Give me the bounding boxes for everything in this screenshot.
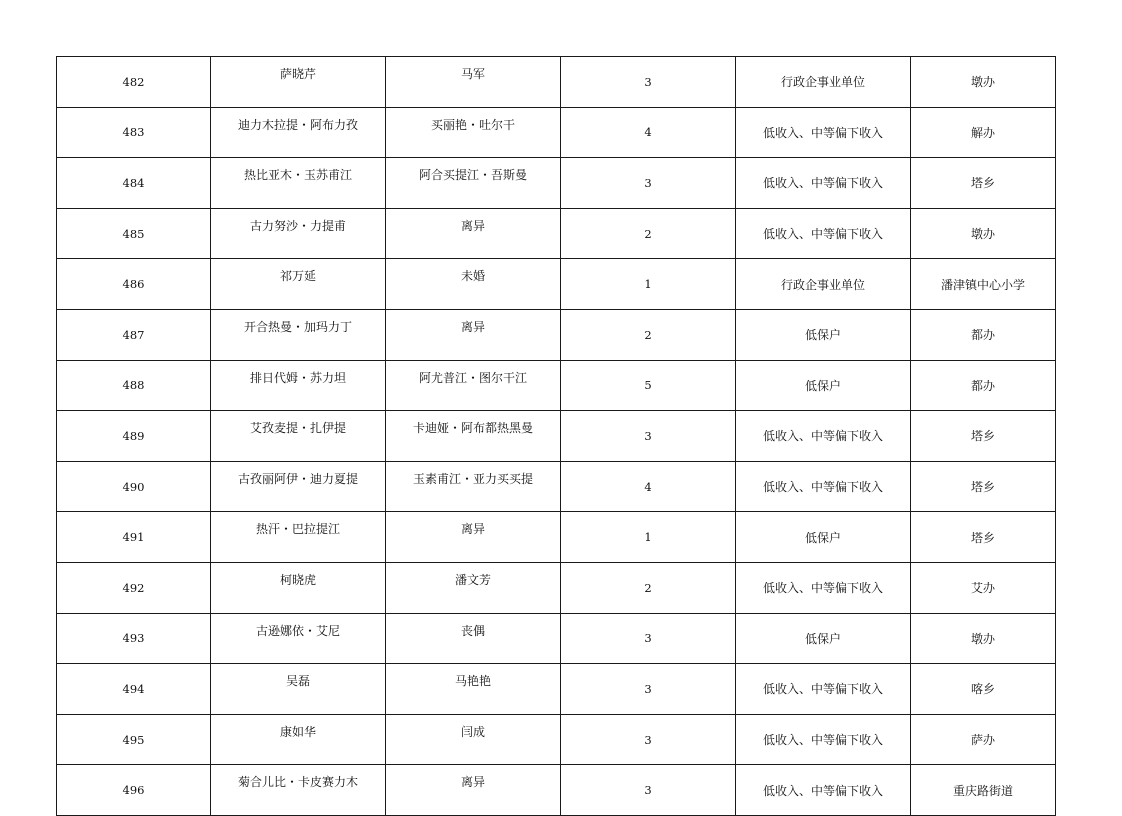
row-number-cell: 496: [57, 765, 211, 816]
applicant-name-cell: 柯晓虎: [211, 562, 386, 613]
category-cell: 低保户: [736, 360, 911, 411]
spouse-cell: 阿尤普江・图尔干江: [386, 360, 561, 411]
household-size-cell: 3: [561, 411, 736, 462]
household-size-cell: 3: [561, 158, 736, 209]
row-number-cell: 484: [57, 158, 211, 209]
household-size-cell: 2: [561, 562, 736, 613]
unit-cell: 重庆路街道: [911, 765, 1056, 816]
spouse-cell: 马军: [386, 57, 561, 108]
table-body: [57, 57, 1056, 816]
row-number-cell: 482: [57, 57, 211, 108]
unit-cell: 塔乡: [911, 411, 1056, 462]
household-size-cell: 3: [561, 664, 736, 715]
applicant-name-cell: 吴磊: [211, 664, 386, 715]
table-row: [57, 714, 1056, 765]
spouse-cell: 丧偶: [386, 613, 561, 664]
table-row: [57, 57, 1056, 108]
applicant-name-cell: 开合热曼・加玛力丁: [211, 309, 386, 360]
applicant-name-cell: 古逊娜依・艾尼: [211, 613, 386, 664]
table-row: [57, 360, 1056, 411]
category-cell: 低收入、中等偏下收入: [736, 158, 911, 209]
unit-cell: 墩办: [911, 57, 1056, 108]
table-row: [57, 309, 1056, 360]
applicant-name-cell: 祁万延: [211, 259, 386, 310]
row-number-cell: 487: [57, 309, 211, 360]
category-cell: 低收入、中等偏下收入: [736, 714, 911, 765]
table-row: [57, 461, 1056, 512]
unit-cell: 都办: [911, 360, 1056, 411]
table-row: [57, 208, 1056, 259]
table-row: [57, 158, 1056, 209]
unit-cell: 塔乡: [911, 461, 1056, 512]
row-number-cell: 489: [57, 411, 211, 462]
unit-cell: 塔乡: [911, 512, 1056, 563]
household-size-cell: 1: [561, 259, 736, 310]
spouse-cell: 离异: [386, 208, 561, 259]
housing-applicant-table: [56, 56, 1056, 816]
row-number-cell: 488: [57, 360, 211, 411]
spouse-cell: 离异: [386, 512, 561, 563]
row-number-cell: 494: [57, 664, 211, 715]
household-size-cell: 4: [561, 107, 736, 158]
category-cell: 低收入、中等偏下收入: [736, 562, 911, 613]
category-cell: 低保户: [736, 613, 911, 664]
unit-cell: 艾办: [911, 562, 1056, 613]
table-row: [57, 259, 1056, 310]
household-size-cell: 2: [561, 208, 736, 259]
household-size-cell: 3: [561, 57, 736, 108]
spouse-cell: 马艳艳: [386, 664, 561, 715]
household-size-cell: 3: [561, 714, 736, 765]
row-number-cell: 491: [57, 512, 211, 563]
household-size-cell: 3: [561, 765, 736, 816]
table-row: [57, 765, 1056, 816]
category-cell: 低收入、中等偏下收入: [736, 208, 911, 259]
category-cell: 低收入、中等偏下收入: [736, 664, 911, 715]
applicant-name-cell: 古力努沙・力提甫: [211, 208, 386, 259]
applicant-name-cell: 康如华: [211, 714, 386, 765]
unit-cell: 都办: [911, 309, 1056, 360]
spouse-cell: 闫成: [386, 714, 561, 765]
unit-cell: 萨办: [911, 714, 1056, 765]
table-row: [57, 107, 1056, 158]
spouse-cell: 离异: [386, 765, 561, 816]
table-row: [57, 613, 1056, 664]
category-cell: 低保户: [736, 309, 911, 360]
row-number-cell: 495: [57, 714, 211, 765]
row-number-cell: 493: [57, 613, 211, 664]
category-cell: 低收入、中等偏下收入: [736, 461, 911, 512]
unit-cell: 墩办: [911, 208, 1056, 259]
row-number-cell: 486: [57, 259, 211, 310]
household-size-cell: 1: [561, 512, 736, 563]
applicant-name-cell: 艾孜麦提・扎伊提: [211, 411, 386, 462]
unit-cell: 塔乡: [911, 158, 1056, 209]
applicant-name-cell: 萨晓芹: [211, 57, 386, 108]
applicant-name-cell: 排日代姆・苏力坦: [211, 360, 386, 411]
applicant-name-cell: 热汗・巴拉提江: [211, 512, 386, 563]
spouse-cell: 离异: [386, 309, 561, 360]
category-cell: 低保户: [736, 512, 911, 563]
spouse-cell: 未婚: [386, 259, 561, 310]
household-size-cell: 3: [561, 613, 736, 664]
table-row: [57, 512, 1056, 563]
spouse-cell: 卡迪娅・阿布都热黑曼: [386, 411, 561, 462]
applicant-name-cell: 热比亚木・玉苏甫江: [211, 158, 386, 209]
row-number-cell: 485: [57, 208, 211, 259]
household-size-cell: 4: [561, 461, 736, 512]
spouse-cell: 买丽艳・吐尔干: [386, 107, 561, 158]
household-size-cell: 2: [561, 309, 736, 360]
spouse-cell: 阿合买提江・吾斯曼: [386, 158, 561, 209]
unit-cell: 喀乡: [911, 664, 1056, 715]
table-row: [57, 664, 1056, 715]
applicant-name-cell: 古孜丽阿伊・迪力夏提: [211, 461, 386, 512]
household-size-cell: 5: [561, 360, 736, 411]
row-number-cell: 490: [57, 461, 211, 512]
spouse-cell: 玉素甫江・亚力买买提: [386, 461, 561, 512]
unit-cell: 解办: [911, 107, 1056, 158]
unit-cell: 墩办: [911, 613, 1056, 664]
applicant-name-cell: 迪力木拉提・阿布力孜: [211, 107, 386, 158]
table-row: [57, 411, 1056, 462]
category-cell: 低收入、中等偏下收入: [736, 107, 911, 158]
row-number-cell: 483: [57, 107, 211, 158]
table-row: [57, 562, 1056, 613]
applicant-name-cell: 菊合儿比・卡皮赛力木: [211, 765, 386, 816]
category-cell: 低收入、中等偏下收入: [736, 411, 911, 462]
category-cell: 低收入、中等偏下收入: [736, 765, 911, 816]
category-cell: 行政企事业单位: [736, 57, 911, 108]
unit-cell: 潘津镇中心小学: [911, 259, 1056, 310]
row-number-cell: 492: [57, 562, 211, 613]
category-cell: 行政企事业单位: [736, 259, 911, 310]
spouse-cell: 潘文芳: [386, 562, 561, 613]
